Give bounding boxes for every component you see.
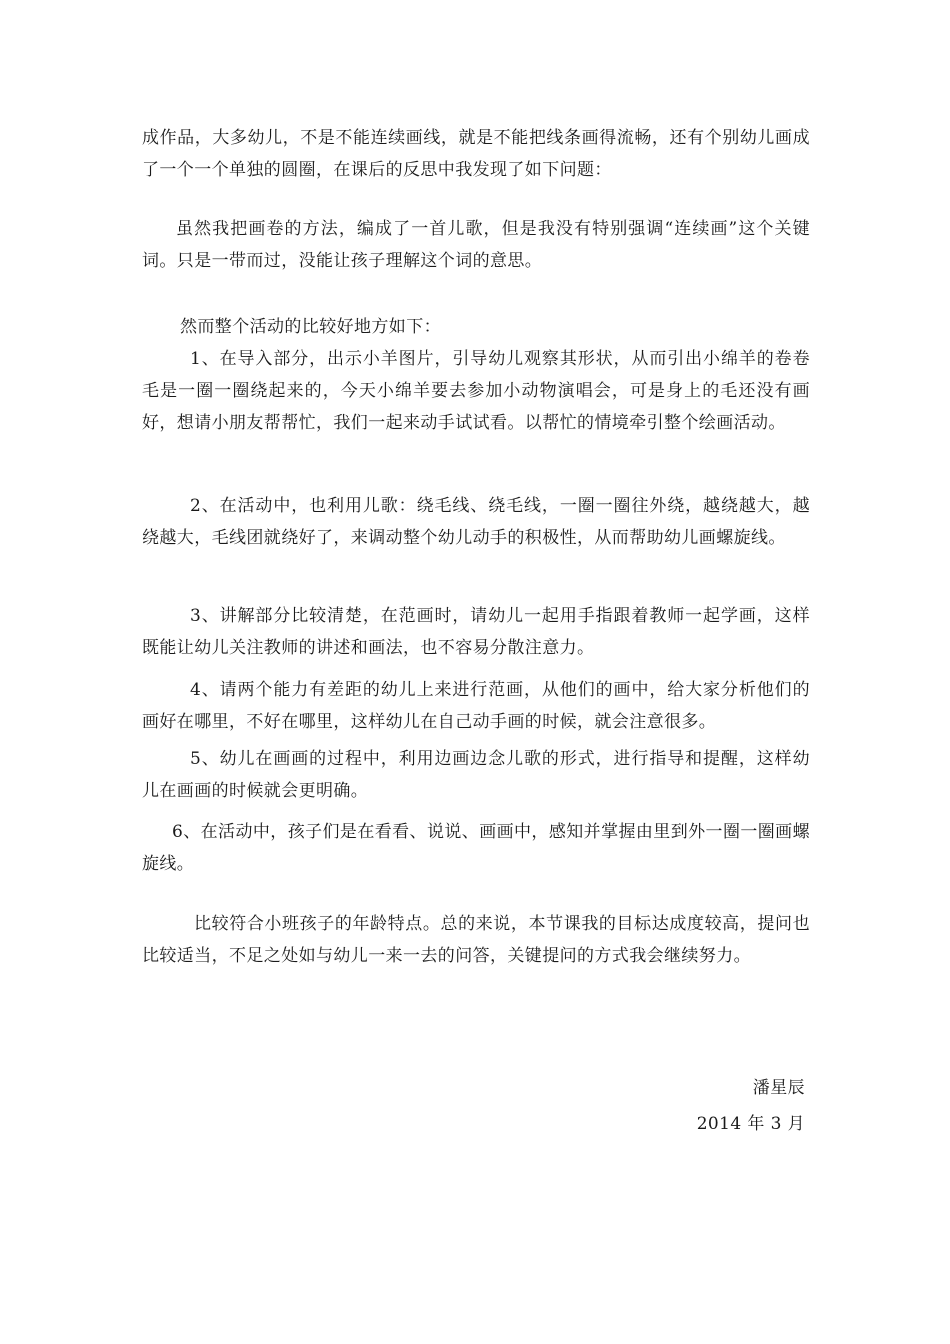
signature-author: 潘星辰 [752, 1078, 805, 1098]
paragraph-conclusion: 比较符合小班孩子的年龄特点。总的来说，本节课我的目标达成度较高，提问也比较适当，不足之处如与幼儿一来一去的问答，关键提问的方式我会继续努力。 [142, 914, 810, 966]
paragraph-strength-6: 6、在活动中，孩子们是在看看、说说、画画中，感知并掌握由里到外一圈一圈画螺旋线。 [142, 822, 810, 874]
paragraph-strength-3: 3、讲解部分比较清楚，在范画时，请幼儿一起用手指跟着教师一起学画，这样既能让幼儿关注教师的讲述和画法，也不容易分散注意力。 [142, 606, 810, 658]
paragraph-strengths-heading: 然而整个活动的比较好地方如下： [180, 317, 441, 337]
paragraph-problems-intro: 成作品，大多幼儿，不是不能连续画线，就是不能把线条画得流畅，还有个别幼儿画成了一个一个单独的圆圈，在课后的反思中我发现了如下问题： [142, 128, 810, 180]
paragraph-problem-detail: 虽然我把画卷的方法，编成了一首儿歌，但是我没有特别强调“连续画”这个关键词。只是一带而过，没能让孩子理解这个词的意思。 [142, 219, 810, 271]
paragraph-strength-4: 4、请两个能力有差距的幼儿上来进行范画，从他们的画中，给大家分析他们的画好在哪里，不好在哪里，这样幼儿在自己动手画的时候，就会注意很多。 [142, 680, 810, 732]
paragraph-strength-2: 2、在活动中，也利用儿歌：绕毛线、绕毛线，一圈一圈往外绕，越绕越大，越绕越大，毛线团就绕好了，来调动整个幼儿动手的积极性，从而帮助幼儿画螺旋线。 [142, 496, 810, 548]
paragraph-strength-5: 5、幼儿在画画的过程中，利用边画边念儿歌的形式，进行指导和提醒，这样幼儿在画画的时候就会更明确。 [142, 749, 810, 801]
paragraph-strength-1: 1、在导入部分，出示小羊图片，引导幼儿观察其形状，从而引出小绵羊的卷卷毛是一圈一圈绕起来的，今天小绵羊要去参加小动物演唱会，可是身上的毛还没有画好，想请小朋友帮帮忙，我们一起来动手试试看。以帮忙的情境牵引整个绘画活动。 [142, 349, 810, 433]
signature-date: 2014 年 3 月 [696, 1114, 805, 1134]
